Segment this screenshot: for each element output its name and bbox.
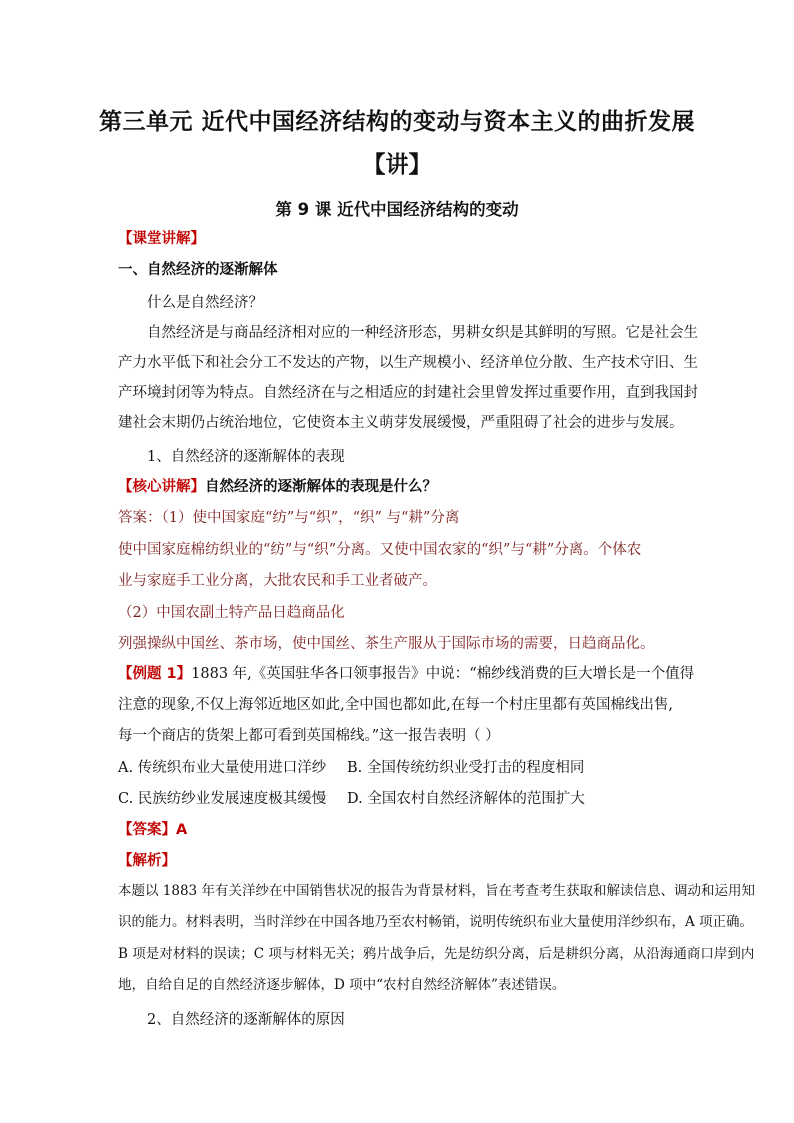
analysis-line: 地，自给自足的自然经济逐步解体，D 项中“农村自然经济解体”表述错误。 bbox=[118, 977, 566, 993]
example-line bbox=[118, 664, 694, 684]
lesson-title: 第 9 课 近代中国经济结构的变动 bbox=[275, 200, 519, 219]
example-line: 每一个商店的货架上都可看到英国棉线。”这一报告表明（ ） bbox=[118, 728, 500, 744]
answer-value: A bbox=[176, 822, 188, 838]
answer-line: 答案：（1）使中国家庭“纺”与“织”，“织” 与“耕”分离 bbox=[118, 510, 460, 526]
para1-line: 产力水平低下和社会分工不发达的产物，以生产规模小、经济单位分散、生产技术守旧、生 bbox=[118, 355, 698, 371]
para1-line: 自然经济是与商品经济相对应的一种经济形态，男耕女织是其鲜明的写照。它是社会生 bbox=[147, 325, 698, 341]
analysis-line: 识的能力。材料表明，当时洋纱在中国各地乃至农村畅销，说明传统织布业大量使用洋纱织布，A 项正确。 bbox=[118, 914, 754, 930]
analysis-tag: 【解析】 bbox=[118, 853, 176, 869]
answer2: （2）中国农副土特产品日趋商品化 bbox=[118, 605, 345, 621]
unit-title: 第三单元 近代中国经济结构的变动与资本主义的曲折发展 bbox=[98, 109, 695, 135]
example-text: 1883 年,《英国驻华各口领事报告》中说：“棉纱线消费的巨大增长是一个值得 bbox=[191, 666, 695, 682]
sub-heading-1: 1、自然经济的逐渐解体的表现 bbox=[147, 449, 345, 465]
answer-tag: 【答案】 bbox=[118, 822, 176, 838]
answer-tag-line bbox=[118, 820, 187, 840]
option-c: C. 民族纺纱业发展速度极其缓慢 bbox=[118, 791, 327, 807]
answer-para-line: 使中国家庭棉纺织业的“纺”与“织”分离。又使中国农家的“织”与“耕”分离。个体农 bbox=[118, 542, 642, 558]
para1-line: 建社会末期仍占统治地位，它使资本主义萌芽发展缓慢，严重阻碍了社会的进步与发展。 bbox=[118, 415, 684, 431]
option-b: B. 全国传统纺织业受打击的程度相同 bbox=[347, 760, 585, 776]
example-label: 【例题 1】 bbox=[118, 666, 192, 682]
para1-line: 产环境封闭等为特点。自然经济在与之相适应的封建社会里曾发挥过重要作用，直到我国封 bbox=[118, 385, 698, 401]
analysis-line: 本题以 1883 年有关洋纱在中国销售状况的报告为背景材料，旨在考查考生获取和解读信息、调动和运用知 bbox=[118, 883, 755, 899]
example-line: 注意的现象,不仅上海邻近地区如此,全中国也都如此,在每一个村庄里都有英国棉线出售, bbox=[118, 697, 673, 713]
core-explanation bbox=[118, 477, 437, 497]
question: 什么是自然经济？ bbox=[147, 295, 263, 311]
answer-para-line: 业与家庭手工业分离，大批农民和手工业者破产。 bbox=[118, 573, 437, 589]
answer2-text: 列强操纵中国丝、茶市场，使中国丝、茶生产服从于国际市场的需要，日趋商品化。 bbox=[118, 636, 655, 652]
sub-heading-2: 2、自然经济的逐渐解体的原因 bbox=[147, 1012, 345, 1028]
option-d: D. 全国农村自然经济解体的范围扩大 bbox=[347, 791, 585, 807]
core-question: 自然经济的逐渐解体的表现是什么？ bbox=[205, 479, 437, 495]
section-label: 【课堂讲解】 bbox=[118, 231, 205, 247]
core-label: 【核心讲解】 bbox=[118, 479, 205, 495]
section1-heading: 一、自然经济的逐渐解体 bbox=[118, 262, 278, 278]
analysis-line: B 项是对材料的误读；C 项与材料无关；鸦片战争后，先是纺织分离，后是耕织分离，从沿海通商口岸到内 bbox=[118, 946, 755, 962]
option-a: A. 传统织布业大量使用进口洋纱 bbox=[118, 760, 327, 776]
unit-suffix: 【讲】 bbox=[362, 152, 432, 178]
